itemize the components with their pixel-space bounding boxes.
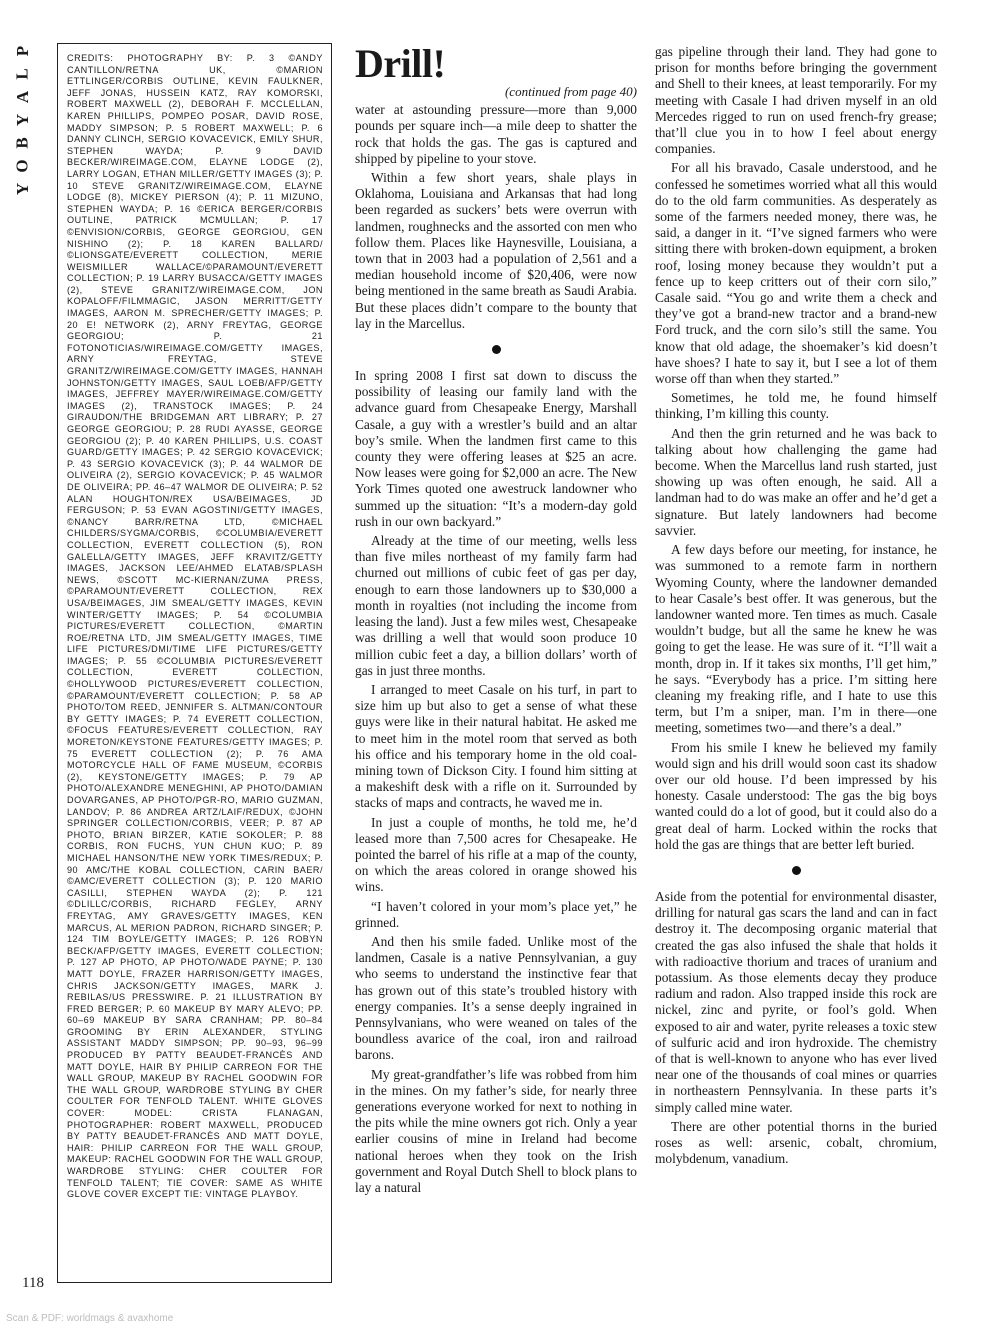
article-paragraph: There are other potential thorns in the buried roses as well: arsenic, cobalt, chromium, molybdenum, vanadium.: [655, 1118, 937, 1167]
article-paragraph: From his smile I knew he believed my family would sign and his drill would soon cast its shadow over our old house. I’d been impressed by his honesty. Casale understood: The gas the big boys wanted could do a lot of good, but it could also do a great deal of harm. Locked within the rocks that hold the gas are things that are better left buried.: [655, 739, 937, 852]
article-paragraph: “I haven’t colored in your mom’s place yet,” he grinned.: [355, 898, 637, 930]
scan-watermark: Scan & PDF: worldmags & avaxhome: [6, 1313, 174, 1324]
article-paragraph: Aside from the potential for environmental disaster, drilling for natural gas scars the land and can in fact destroy it. The decomposing organic material that created the gas also infused the shale that holds it with radioactive thorium and traces of uranium and potassium. As those elements decay they produce radium and radon. Also trapped inside this rock are nickel, zinc and pyrite, or fool’s gold. When exposed to air and water, pyrite releases a toxic stew of sulfuric acid and iron hydroxide. The chemistry of that is well-known to anyone who has ever lived near one of the thousands of coal mines or quarries in northeastern Pennsylvania. In these parts it’s simply called mine water.: [655, 888, 937, 1115]
page-number: 118: [22, 1275, 44, 1291]
article-column-middle: [355, 41, 637, 1199]
article-paragraph: Sometimes, he told me, he found himself thinking, I’m killing this county.: [655, 390, 937, 422]
magazine-brand-vertical: [12, 40, 34, 200]
article-paragraph: For all his bravado, Casale understood, and he confessed he sometimes worried what all this would do to the old farm communities. As desperately as some of the farmers needed money, there was, he said, a danger in it. “I’ve signed farmers who were sitting there with broken-down equipment, a broken roof, losing money because they wouldn’t put a fence up to keep critters out of their corn silo,” Casale said. “You go and write them a check and they’ve got a brand-new tractor and a brand-new Ford truck, and the corn silo’s still the same. You know that old adage, the shoemaker’s kid doesn’t have shoes? I hate to say it, but I see a lot of them worse off than when they started.”: [655, 160, 937, 387]
article-headline: Drill!: [355, 41, 446, 86]
article-paragraph: gas pipeline through their land. They had gone to prison for months before bringing the government and Shell to their knees, at least temporarily. For my meeting with Casale I had driven myself in an old Mercedes rigged to run on used french-fry grease; that’ll clue you in to how I feel about energy companies.: [655, 44, 937, 157]
photo-credits-text: CREDITS: PHOTOGRAPHY BY: P. 3 ©ANDY CANTILLON/RETNA UK, ©MARION ETTLINGER/CORBIS OUTLINE, KEVIN FAULKNER, JEFF JONAS, HUSSEIN KATZ, RAY KOMORSKI, ROBERT MAXWELL (2), DEBORAH F. MCCLELLAN, KAREN PHILLIPS, POMPEO POSAR, DAVID ROSE, MADDY SIMPSON; P. 5 ROBERT MAXWELL; P. 6 DANNY CLINCH, SERGIO KOVACEVICK, EMILY SHUR, STEPHEN WAYDA; P. 9 DAVID BECKER/WIREIMAGE.COM, ELAYNE LODGE (2), LARRY LOGAN, ETHAN MILLER/GETTY IMAGES (3); P. 10 STEVE GRANITZ/WIREIMAGE.COM, ELAYNE LODGE (8), MICKEY PIERSON (4); P. 11 MIZUNO, STEPHEN WAYDA; P. 16 ©ERICA BERGER/CORBIS OUTLINE, PATRICK MCMULLAN; P. 17 ©ENVISION/CORBIS, GEORGE GEORGIOU, GEN NISHINO (2); P. 18 KAREN BALLARD/©LIONSGATE/EVERETT COLLECTION, MERIE WEISMILLER WALLACE/©PARAMOUNT/EVERETT COLLECTION; P. 19 LARRY BUSACCA/GETTY IMAGES (2), STEVE GRANITZ/WIREIMAGE.COM, JON KOPALOFF/FILMMAGIC, JASON MERRITT/GETTY IMAGES, AARON M. SPRECHER/GETTY IMAGES; P. 20 E! NETWORK (2), ARNY FREYTAG, GEORGE GEORGIOU; P. 21 FOTONOTICIAS/WIREIMAGE.COM/GETTY IMAGES, ARNY FREYTAG, STEVE GRANITZ/WIREIMAGE.COM/GETTY IMAGES, HANNAH JOHNSTON/GETTY IMAGES, SAUL LOEB/AFP/GETTY IMAGES, JEFFREY MAYER/WIREIMAGE.COM/GETTY IMAGES (2), TRANSTOCK IMAGES; P. 24 GIRAUDON/THE BRIDGEMAN ART LIBRARY; P. 27 GEORGE GEORGIOU; P. 28 RUDI AYASSE, GEORGE GEORGIOU (2); P. 40 KAREN PHILLIPS, U.S. COAST GUARD/GETTY IMAGES; P. 42 SERGIO KOVACEVICK; P. 43 SERGIO KOVACEVICK (3); P. 44 WALMOR DE OLIVEIRA (2), SERGIO KOVACEVICK; P. 45 WALMOR DE OLIVEIRA; PP. 46–47 WALMOR DE OLIVEIRA; P. 52 ALAN HOUGHTON/REX USA/BEIMAGES, JD FERGUSON; P. 53 EVAN AGOSTINI/GETTY IMAGES, ©NANCY BARR/RETNA LTD, ©MICHAEL CHILDERS/SYGMA/CORBIS, ©COLUMBIA/EVERETT COLLECTION, EVERETT COLLECTION (5), RON GALELLA/GETTY IMAGES, JEFF KRAVITZ/GETTY IMAGES, JACKSON LEE/AHMED ELATAB/SPLASH NEWS, ©SCOTT MC-KIERNAN/ZUMA PRESS, ©PARAMOUNT/EVERETT COLLECTION, REX USA/BEIMAGES, JIM SMEAL/GETTY IMAGES, KEVIN WINTER/GETTY IMAGES; P. 54 ©COLUMBIA PICTURES/EVERETT COLLECTION, ©MARTIN ROE/RETNA LTD, JIM SMEAL/GETTY IMAGES, TIME LIFE PICTURES/DMI/TIME LIFE PICTURES/GETTY IMAGES; P. 55 ©COLUMBIA PICTURES/EVERETT COLLECTION, EVERETT COLLECTION, ©HOLLYWOOD PICTURES/EVERETT COLLECTION, ©PARAMOUNT/EVERETT COLLECTION; P. 58 AP PHOTO/TOM REED, JENNIFER S. ALTMAN/CONTOUR BY GETTY IMAGES; P. 74 EVERETT COLLECTION, ©FOCUS FEATURES/EVERETT COLLECTION, RAY MORETON/KEYSTONE FEATURES/GETTY IMAGES; P. 75 EVERETT COLLECTION (2); P. 76 AMA MOTORCYCLE HALL OF FAME MUSEUM, ©CORBIS (2), KEYSTONE/GETTY IMAGES; P. 79 AP PHOTO/ALEXANDRE MENEGHINI, AP PHOTO/DAMIAN DOVARGANES, AP PHOTO/PGR-RO, MARIO GUZMAN, LANDOV; P. 86 ANDREA ARTZ/LAIF/REDUX, ©JOHN SPRINGER COLLECTION/CORBIS, VEER; P. 87 AP PHOTO, BRIAN BIRZER, KATIE SOKOLER; P. 88 CORBIS, RON FUCHS, YUN CHUN KUO; P. 89 MICHAEL HANSON/THE NEW YORK TIMES/REDUX; P. 90 AMC/THE KOBAL COLLECTION, CARIN BAER/©AMC/EVERETT COLLECTION (3); P. 120 MARIO CASILLI, STEPHEN WAYDA (2); P. 121 ©DLILLC/CORBIS, RICHARD FEGLEY, ARNY FREYTAG, AMY GRAVES/GETTY IMAGES, KEN MARCUS, AL MERION PADRON, RICHARD SINGER; P. 124 TIM BOYLE/GETTY IMAGES; P. 126 ROBYN BECK/AFP/GETTY IMAGES, EVERETT COLLECTION; P. 127 AP PHOTO, AP PHOTO/WADE PAYNE; P. 130 MATT DOYLE, FRAZER HARRISON/GETTY IMAGES, CHRIS JACKSON/GETTY IMAGES, MARK J. REBILAS/US PRESSWIRE. P. 21 ILLUSTRATION BY FRED BERGER; P. 60 MAKEUP BY MARY ALEVO; PP. 60–69 MAKEUP BY SARA CRANHAM; PP. 80–84 GROOMING BY ERIN ALEXANDER, STYLING ASSISTANT MADDY SIMPSON; PP. 90–93, 96–99 PRODUCED BY PATTY BEAUDET-FRANCÈS AND MATT DOYLE, HAIR BY PHILIP CARREON FOR THE WALL GROUP, MAKEUP BY RACHEL GOODWIN FOR THE WALL GROUP, WARDROBE STYLING BY CHER COULTER FOR TENFOLD TALENT. WHITE GLOVES COVER: MODEL: CRISTA FLANAGAN, PHOTOGRAPHER: ROBERT MAXWELL, PRODUCED BY PATTY BEAUDET-FRANCÈS AND MATT DOYLE, HAIR: PHILIP CARREON FOR THE WALL GROUP, MAKEUP: RACHEL GOODWIN FOR THE WALL GROUP, WARDROBE STYLING: CHER COULTER FOR TENFOLD TALENT; TIE COVER: SAME AS WHITE GLOVE COVER EXCEPT TIE: VINTAGE PLAYBOY.: [67, 53, 323, 1200]
article-paragraph: In spring 2008 I first sat down to discuss the possibility of leasing our family land with the advance guard from Chesapeake Energy, Marshall Casale, a guy with a wrestler’s build and an altar boy’s smile. When the landmen first came to this county they were offering leases at $25 an acre. Now leases were going for $2,000 an acre. The New York Times quoted one awestruck landowner who summed up the situation: “It’s a modern-day gold rush in our own backyard.”: [355, 368, 637, 529]
brand-letter: Y: [13, 182, 32, 196]
brand-letter: P: [12, 45, 32, 57]
section-break-bullet: [355, 342, 637, 358]
brand-letter: O: [12, 159, 32, 173]
article-column-right: [655, 44, 937, 1170]
article-paragraph: Within a few short years, shale plays in Oklahoma, Louisiana and Arkansas that had long been regarded as suckers’ bets were overrun with landmen, roughnecks and the assorted con men who follow them. Places like Haynesville, Louisiana, a town that in 2003 had a population of 2,561 and a median household income of $20,406, were now being mentioned in the same breath as Saudi Arabia. But these places didn’t compare to the bounty that lay in the Marcellus.: [355, 170, 637, 331]
continued-note: (continued from page 40): [504, 84, 637, 99]
brand-letter: B: [13, 137, 32, 149]
article-paragraph: water at astounding pressure—more than 9,000 pounds per square inch—a mile deep to shatter the rock that holds the gas. The gas is captured and shipped by pipeline to your stove.: [355, 102, 637, 166]
photo-credits-box: [57, 43, 332, 1283]
brand-letter: L: [13, 68, 32, 80]
article-paragraph: And then his smile faded. Unlike most of the landmen, Casale is a native Pennsylvanian, a guy who seems to understand the instinctive fear that has grown out of this state’s troubled history with energy companies. It’s a sense deeply ingrained in Pennsylvanians, who were weaned on tales of the boundless avarice of the coal, iron and railroad barons.: [355, 933, 637, 1063]
article-paragraph: I arranged to meet Casale on his turf, in part to size him up but also to get a sense of what these guys were like in their natural habitat. He asked me to meet him in the motel room that served as both his office and his temporary home in the old coal-mining town of Dickson City. I found him sitting at a makeshift desk with a rifle on it. Surrounded by stacks of maps and contracts, he waved me in.: [355, 681, 637, 811]
section-break-bullet: [655, 863, 937, 879]
article-paragraph: Already at the time of our meeting, wells less than five miles northeast of my family farm had churned out millions of cubic feet of gas per day, enough to earn those landowners up to $30,000 a month in royalties (not including the income from leasing the land). Just a few miles west, Chesapeake was drilling a well that would soon produce 10 million cubic feet a day, a billion dollars’ worth of gas in just three months.: [355, 533, 637, 678]
article-paragraph: My great-grandfather’s life was robbed from him in the mines. On my father’s side, for nearly three generations everyone worked for next to nothing in the pits while the mine owners got rich. Only a year earlier cousins of mine in Ireland had become national heroes when they took on the Irish government and Royal Dutch Shell to block plans to lay a natural: [355, 1066, 637, 1195]
article-paragraph: And then the grin returned and he was back to talking about how challenging the game had become. When the Marcellus land rush started, just showing up was often enough, he said. All a landman had to do was make an offer and he’d get a signature. But lately landowners had become savvier.: [655, 425, 937, 538]
brand-letter: A: [13, 90, 32, 104]
article-paragraph: In just a couple of months, he told me, he’d leased more than 7,500 acres for Chesapeake. He pointed the barrel of his rifle at a map of the county, on which the areas colored in orange showed his wins.: [355, 814, 637, 895]
brand-letter: Y: [13, 113, 32, 127]
article-paragraph: A few days before our meeting, for instance, he was summoned to a remote farm in northern Wyoming County, where the landowner demanded to hear Casale’s best offer. It was generous, but the landowner wanted more. Ten times as much. Casale wouldn’t budge, but all the same he knew he was going to get the lease. He was sure of it. “I’ll wait a month, drop in. If it takes six months, I’ll get him,” he says. “Everybody has a price. I’m sitting here cleaning my freaking rifle, and I hate to use this term, but I’m a sniper, man. I’m in there—one meeting, sometimes two—and there’s a deal.”: [655, 542, 937, 736]
